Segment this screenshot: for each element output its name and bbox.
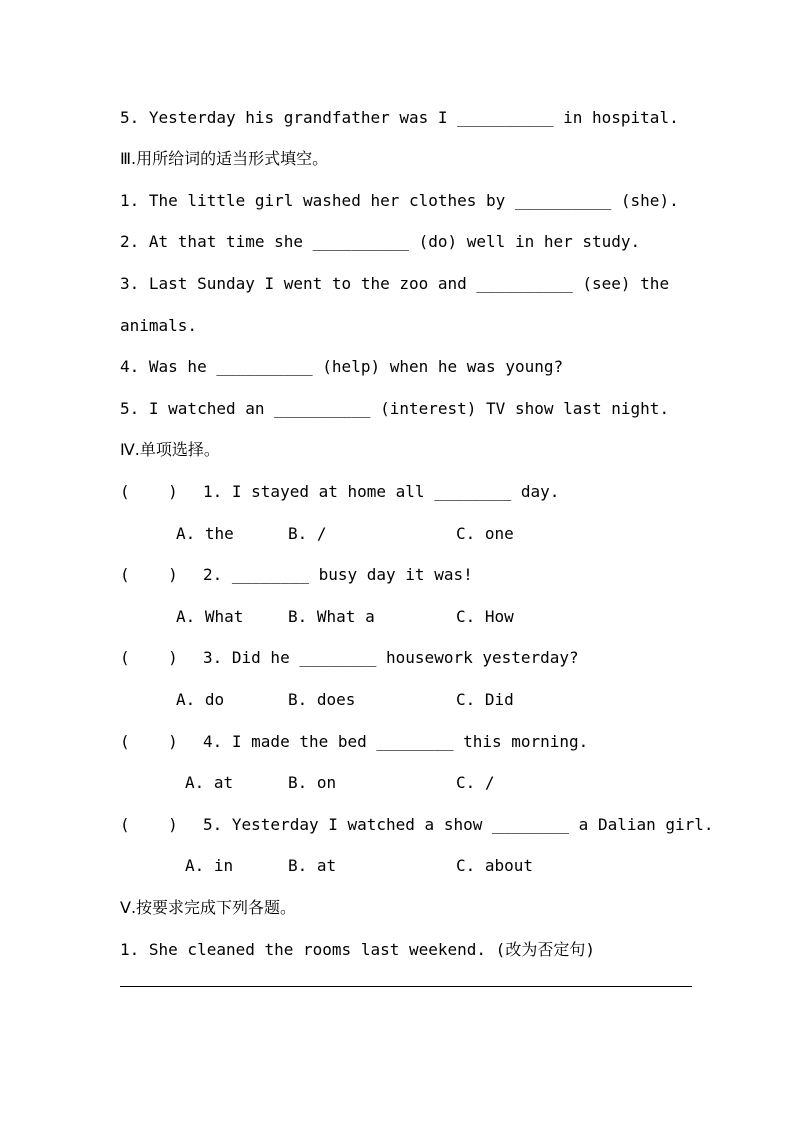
option-a: A. What <box>176 607 244 626</box>
choice-question: 4. I made the bed ________ this morning. <box>203 732 589 751</box>
fill-blank-question: 5. I watched an __________ (interest) TV show last night. <box>120 399 670 418</box>
option-c: C. Did <box>456 690 514 709</box>
rewrite-question: 1. She cleaned the rooms last weekend. (改为否定句) <box>120 940 595 959</box>
answer-bracket[interactable]: ( ) <box>120 815 178 834</box>
choice-question: 3. Did he ________ housework yesterday? <box>203 648 579 667</box>
option-b: B. What a <box>288 607 375 626</box>
answer-bracket[interactable]: ( ) <box>120 732 178 751</box>
choice-question: 1. I stayed at home all ________ day. <box>203 482 560 501</box>
section-heading: Ⅳ.单项选择。 <box>120 440 220 459</box>
section-heading: Ⅴ.按要求完成下列各题。 <box>120 898 297 917</box>
choice-question: 5. Yesterday I watched a show ________ a Dalian girl. <box>203 815 714 834</box>
option-a: A. the <box>176 524 234 543</box>
option-b: B. does <box>288 690 356 709</box>
option-a: A. do <box>176 690 225 709</box>
option-b: B. / <box>288 524 327 543</box>
option-c: C. one <box>456 524 514 543</box>
option-b: B. at <box>288 856 337 875</box>
fill-blank-question: 2. At that time she __________ (do) well in her study. <box>120 232 641 251</box>
option-b: B. on <box>288 773 337 792</box>
fill-blank-question: 5. Yesterday his grandfather was I __________ in hospital. <box>120 108 679 127</box>
option-a: A. in <box>185 856 234 875</box>
answer-write-line[interactable] <box>120 986 692 987</box>
option-c: C. / <box>456 773 495 792</box>
option-c: C. How <box>456 607 514 626</box>
option-c: C. about <box>456 856 534 875</box>
option-a: A. at <box>185 773 234 792</box>
answer-bracket[interactable]: ( ) <box>120 648 178 667</box>
answer-bracket[interactable]: ( ) <box>120 565 178 584</box>
fill-blank-question: 1. The little girl washed her clothes by __________ (she). <box>120 191 679 210</box>
answer-bracket[interactable]: ( ) <box>120 482 178 501</box>
fill-blank-question: 4. Was he __________ (help) when he was young? <box>120 357 564 376</box>
section-heading: Ⅲ.用所给词的适当形式填空。 <box>120 149 329 168</box>
fill-blank-question: 3. Last Sunday I went to the zoo and __________ (see) the <box>120 274 670 293</box>
choice-question: 2. ________ busy day it was! <box>203 565 473 584</box>
fill-blank-question-continuation: animals. <box>120 316 198 335</box>
